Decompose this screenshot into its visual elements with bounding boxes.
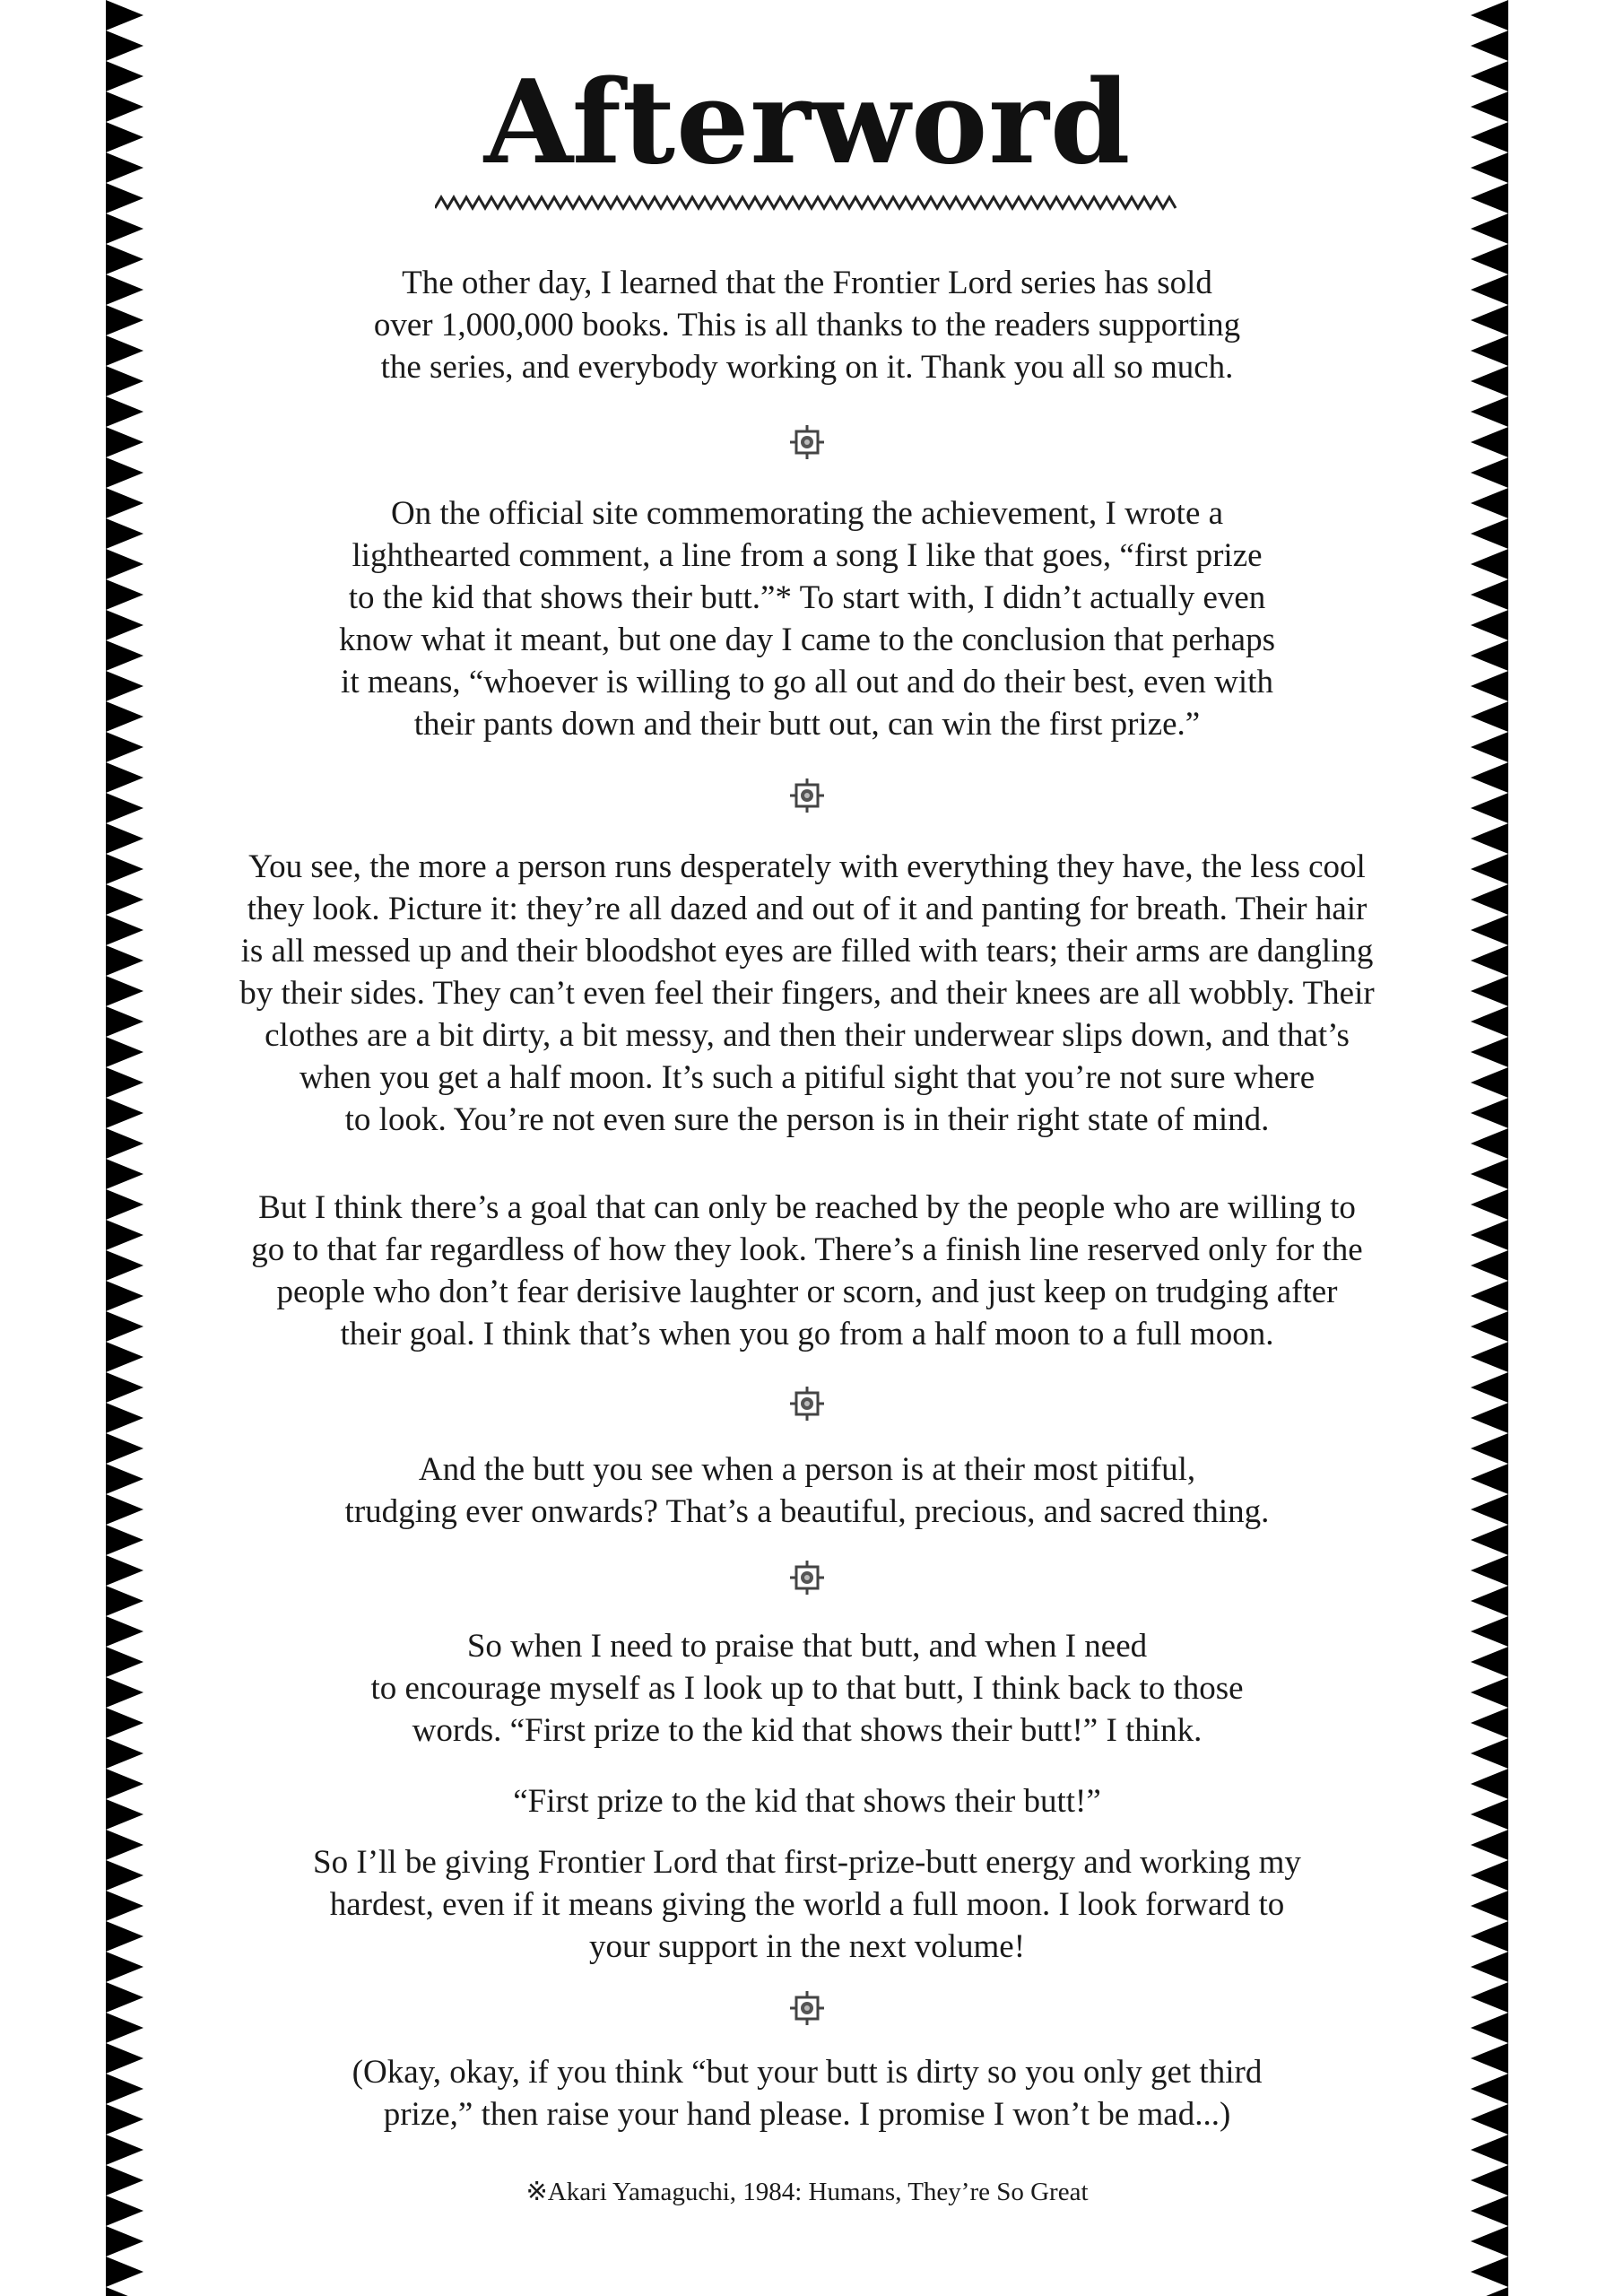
paragraph-next-volume: So I’ll be giving Frontier Lord that first-prize-butt energy and working my hardest, even if it means giving the world a full moon. I look forward to your support in the next volume! <box>313 1844 1301 1965</box>
paragraph-praise: So when I need to praise that butt, and when I need to encourage myself as I look up to that butt, I think back to those words. “First prize to the kid that shows their butt!” I think. <box>370 1628 1244 1749</box>
paragraph-sacred-thing: And the butt you see when a person is at their most pitiful, trudging ever onwards? That’s a beautiful, precious, and sacred thing. <box>344 1451 1270 1530</box>
ornament-divider-icon <box>789 1386 825 1422</box>
paragraph-official-site: On the official site commemorating the achievement, I wrote a lighthearted comment, a line from a song I like that goes, “first prize to the kid that shows their butt.”* To start with, I didn’t actually even know what it meant, but one day I came to the conclusion that perhaps it means, “whoever is willing to go all out and do their best, even with their pants down and their butt out, can win the first prize.” <box>339 495 1275 743</box>
paragraph-milestone: The other day, I learned that the Frontier Lord series has sold over 1,000,000 books. This is all thanks to the readers supporting the series, and everybody working on it. Thank you all so much. <box>373 265 1241 386</box>
page-title: Afterword <box>483 56 1132 190</box>
paragraph-quote: “First prize to the kid that shows their butt!” <box>513 1783 1101 1820</box>
paragraph-running-desperately: You see, the more a person runs desperately with everything they have, the less cool they look. Picture it: they’re all dazed and out of it and panting for breath. Their hair is all messed up and their bloodshot eyes are filled with tears; their arms are dangling by their sides. They can’t even feel their fingers, and their knees are all wobbly. Their clothes are a bit dirty, a bit messy, and then their underwear slips down, and that’s when you get a half moon. It’s such a pitiful sight that you’re not sure where to look. You’re not even sure the person is in their right state of mind. <box>239 848 1375 1138</box>
ornament-divider-icon <box>789 1560 825 1596</box>
ornament-divider-icon <box>789 424 825 460</box>
paragraph-third-prize: (Okay, okay, if you think “but your butt is dirty so you only get third prize,” then raise your hand please. I promise I won’t be mad...) <box>352 2054 1263 2133</box>
footnote: ※Akari Yamaguchi, 1984: Humans, They’re So Great <box>525 2178 1089 2206</box>
ornament-divider-icon <box>789 778 825 813</box>
ornament-divider-icon <box>789 1990 825 2026</box>
paragraph-goal: But I think there’s a goal that can only be reached by the people who are willing to go to that far regardless of how they look. There’s a finish line reserved only for the people who don’t fear derisive laughter or scorn, and just keep on trudging after their goal. I think that’s when you go from a half moon to a full moon. <box>251 1189 1363 1352</box>
zigzag-rule-icon <box>435 192 1179 213</box>
